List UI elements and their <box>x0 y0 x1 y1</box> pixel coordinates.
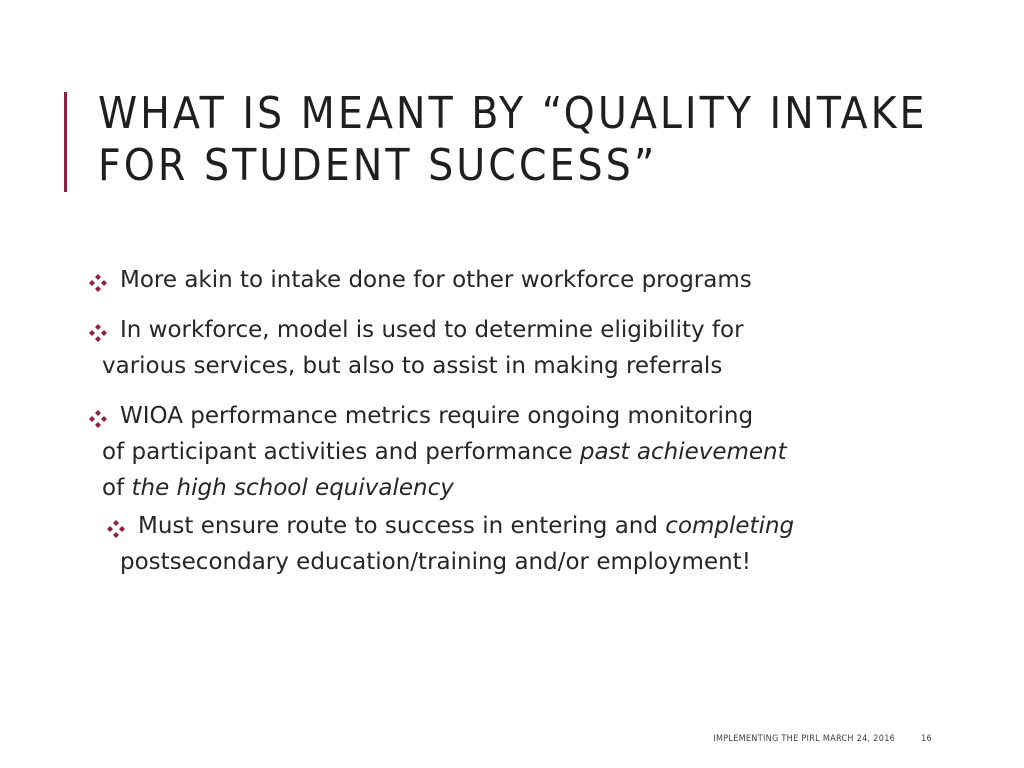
slide-title-line-2: FOR STUDENT SUCCESS” <box>98 140 658 191</box>
sub-bullet-1-line-1 <box>138 508 988 544</box>
bullet-3-line-3-text: of <box>102 475 132 501</box>
footer-text: IMPLEMENTING THE PIRL MARCH 24, 2016 <box>713 734 896 744</box>
diamond-cluster-icon <box>88 273 108 293</box>
diamond-cluster-icon <box>88 409 108 429</box>
bullet-item-2 <box>88 312 988 384</box>
diamond-cluster-icon <box>106 519 126 539</box>
bullet-3-line-2-text: of participant activities and performance <box>102 439 580 465</box>
sub-bullet-1-line-1-text: Must ensure route to success in entering and <box>138 513 666 539</box>
sub-bullet-item-1 <box>106 508 988 580</box>
bullet-3-line-1: WIOA performance metrics require ongoing monitoring <box>120 403 754 429</box>
bullet-2-line-2: various services, but also to assist in making referrals <box>102 353 723 379</box>
diamond-cluster-icon <box>88 323 108 343</box>
slide-footer <box>713 734 932 744</box>
bullet-item-1 <box>88 262 988 298</box>
bullet-3-line-2 <box>102 434 988 470</box>
bullet-2-line-1: In workforce, model is used to determine eligibility for <box>120 317 744 343</box>
bullet-1-line-1: More akin to intake done for other workforce programs <box>120 267 752 293</box>
slide-title <box>98 88 958 192</box>
slide-title-line-1: WHAT IS MEANT BY “QUALITY INTAKE <box>98 88 928 139</box>
bullet-3-line-3-emphasis: the high school equivalency <box>131 475 454 501</box>
title-accent-bar <box>64 92 67 192</box>
page-number: 16 <box>921 734 932 744</box>
sub-bullet-1-line-1-emphasis: completing <box>665 513 795 539</box>
bullet-3-line-2-emphasis: past achievement <box>579 439 787 465</box>
bullet-item-3 <box>88 398 988 506</box>
bullet-3-line-3 <box>102 470 988 506</box>
sub-bullet-1-line-2: postsecondary education/training and/or employment! <box>120 549 751 575</box>
bullet-list <box>88 262 988 580</box>
